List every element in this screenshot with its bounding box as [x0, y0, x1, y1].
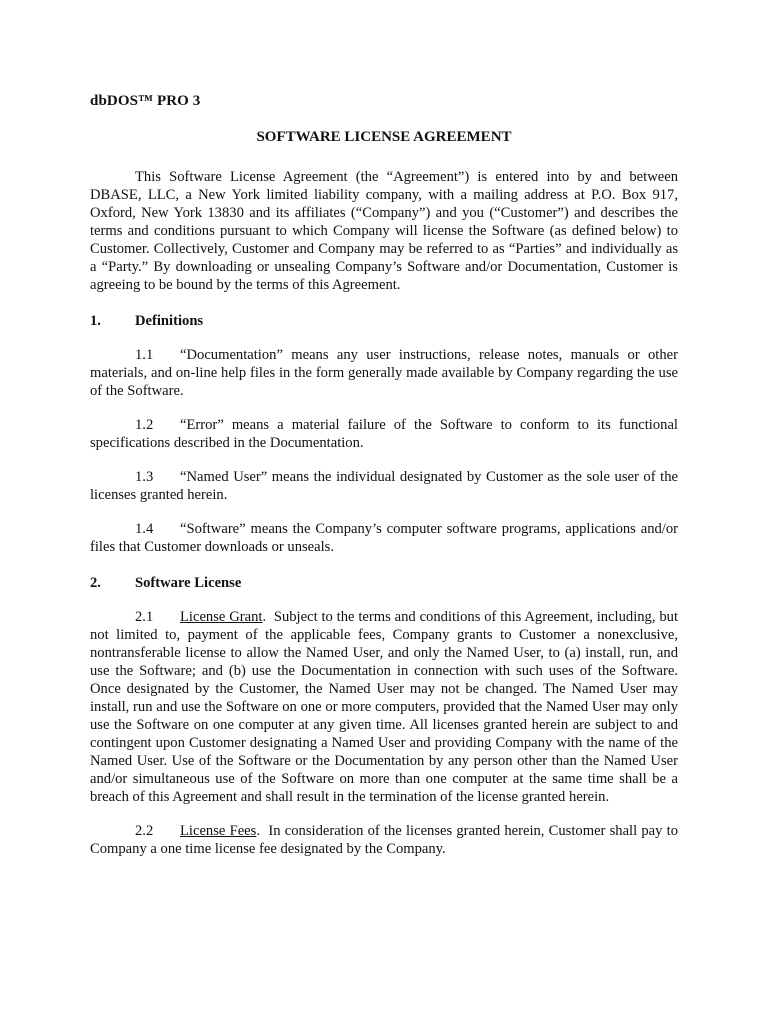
clause-number: 1.4 [135, 521, 154, 537]
section-heading-software-license [90, 574, 678, 592]
clause-text: “Documentation” means any user instructions, release notes, manuals or other materials, and on-line help files in the form generally made available by Company regarding the use of the Software. [90, 347, 678, 399]
clause-text: “Software” means the Company’s computer software programs, applications and/or files that Customer downloads or unseals. [90, 521, 678, 555]
document-title: SOFTWARE LICENSE AGREEMENT [256, 129, 512, 145]
clause-number: 2.2 [135, 823, 154, 839]
clause-text: “Named User” means the individual designated by Customer as the sole user of the licenses granted herein. [90, 469, 678, 503]
section-number: 1. [90, 313, 101, 329]
clause-1-2 [90, 416, 678, 452]
section-title: Software License [135, 575, 242, 591]
clause-2-2: 2.2 License Fees. In consideration of the licenses granted herein, Customer shall pay to Company a one time license fee designated by the Company. [90, 823, 678, 857]
section-title: Definitions [135, 313, 204, 329]
product-name: dbDOS™ PRO 3 [90, 93, 201, 109]
clause-number: 2.1 [135, 609, 154, 625]
clause-number: 1.3 [135, 469, 154, 485]
section-heading-definitions [90, 312, 678, 330]
clause-2-1: 2.1 License Grant. Subject to the terms and conditions of this Agreement, including, but not limited to, payment of the applicable fees, Company grants to Customer a nonexclusive, nontransferable license to allow the Named User, and only the Named User, to (a) install, run, and use the Software; and (b) use the Documentation in connection with such uses of the Software. Once designated by the Customer, the Named User may not be changed. The Named User may install, run and use the Software on one or more computers, provided that the Named User may only use the Software on one computer at any given time. All licenses granted herein are subject to and contingent upon Customer designating a Named User and providing Company with the name of the Named User. Use of the Software or the Documentation by any person other than the Named User and/or simultaneous use of the Software on more than one computer at the same time shall be a breach of this Agreement and shall result in the termination of the license granted herein. [90, 609, 678, 805]
section-number: 2. [90, 575, 101, 591]
clause-text: In consideration of the licenses granted herein, Customer shall pay to Company a one time license fee designated by the Company. [90, 823, 678, 857]
clause-1-4 [90, 520, 678, 556]
clause-1-3 [90, 468, 678, 504]
clause-title: License Grant [180, 609, 263, 625]
clause-title: License Fees [180, 823, 257, 839]
document-body [90, 168, 678, 874]
clause-1-1 [90, 346, 678, 400]
clause-number: 1.2 [135, 417, 154, 433]
intro-paragraph: This Software License Agreement (the “Agreement”) is entered into by and between DBASE, LLC, a New York limited liability company, with a mailing address at P.O. Box 917, Oxford, New York 13830 and its affiliates (“Company”) and you (“Customer”) and describes the terms and conditions pursuant to which Company will license the Software (as defined below) to Customer. Collectively, Customer and Company may be referred to as “Parties” and individually as a “Party.” By downloading or unsealing Company’s Software and/or Documentation, Customer is agreeing to be bound by the terms of this Agreement. [90, 169, 678, 293]
clause-text: “Error” means a material failure of the Software to conform to its functional specifications described in the Documentation. [90, 417, 678, 451]
clause-number: 1.1 [135, 347, 154, 363]
clause-text: Subject to the terms and conditions of this Agreement, including, but not limited to, payment of the applicable fees, Company grants to Customer a nonexclusive, nontransferable license to allow the Named User, and only the Named User, to (a) install, run, and use the Software; and (b) use the Documentation in connection with such uses of the Software. Once designated by the Customer, the Named User may not be changed. The Named User may install, run and use the Software on one or more computers, provided that the Named User may only use the Software on one computer at any given time. All licenses granted herein are subject to and contingent upon Customer designating a Named User and providing Company with the name of the Named User. Use of the Software or the Documentation by any person other than the Named User and/or simultaneous use of the Software on more than one computer at the same time shall be a breach of this Agreement and shall result in the termination of the license granted herein. [90, 609, 678, 805]
